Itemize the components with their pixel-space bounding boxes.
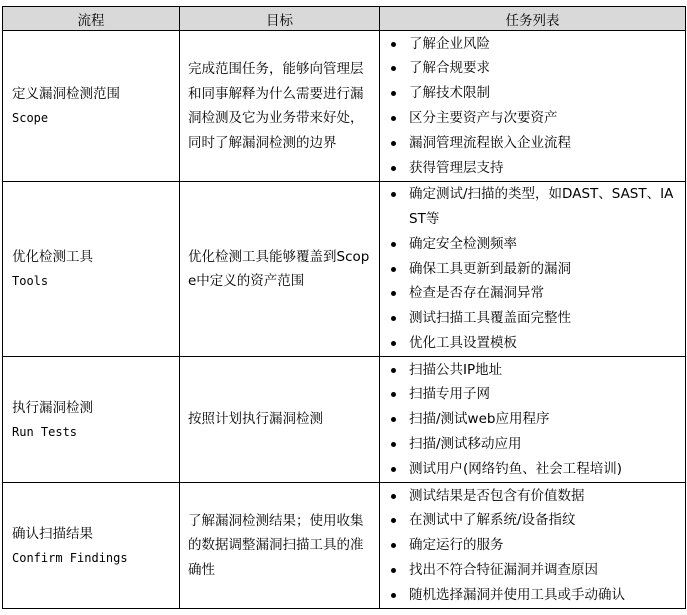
tasks-cell xyxy=(380,357,686,483)
table-row-tools xyxy=(3,182,686,357)
task-item: 区分主要资产与次要资产 xyxy=(390,106,677,131)
task-item: 扫描专用子网 xyxy=(390,382,677,407)
task-item: 了解技术限制 xyxy=(390,81,677,106)
goal-cell: 优化检测工具能够覆盖到Scope中定义的资产范围 xyxy=(180,182,380,357)
task-item: 扫描/测试移动应用 xyxy=(390,432,677,457)
task-item: 确定安全检测频率 xyxy=(390,232,677,257)
tasks-cell xyxy=(380,483,686,609)
table-row-confirm-findings xyxy=(3,483,686,609)
header-goal: 目标 xyxy=(180,7,380,31)
phase-cell xyxy=(3,357,180,483)
task-list xyxy=(390,32,677,181)
task-item: 扫描公共IP地址 xyxy=(390,358,677,383)
phase-name-en: Scope xyxy=(12,111,49,125)
task-list xyxy=(390,484,677,608)
task-item: 在测试中了解系统/设备指纹 xyxy=(390,508,677,533)
task-item: 确定测试/扫描的类型，如DAST、SAST、IAST等 xyxy=(390,182,677,232)
goal-cell: 按照计划执行漏洞检测 xyxy=(180,357,380,483)
task-item: 测试扫描工具覆盖面完整性 xyxy=(390,306,677,331)
table-row-scope xyxy=(3,31,686,182)
tasks-cell xyxy=(380,182,686,357)
task-item: 漏洞管理流程嵌入企业流程 xyxy=(390,131,677,156)
table-row-run-tests xyxy=(3,357,686,483)
task-item: 了解企业风险 xyxy=(390,32,677,57)
phase-name-en: Run Tests xyxy=(12,424,78,439)
phase-name-zh: 确认扫描结果 xyxy=(12,525,93,542)
task-list xyxy=(390,358,677,482)
task-list xyxy=(390,182,677,356)
phase-name-zh: 执行漏洞检测 xyxy=(12,399,93,416)
phase-cell xyxy=(3,483,180,609)
header-row xyxy=(3,7,686,31)
task-item: 扫描/测试web应用程序 xyxy=(390,407,677,432)
phase-name-en: Confirm Findings xyxy=(12,550,128,565)
task-item: 确保工具更新到最新的漏洞 xyxy=(390,257,677,282)
header-process: 流程 xyxy=(3,7,180,31)
task-item: 确定运行的服务 xyxy=(390,533,677,558)
tasks-cell xyxy=(380,31,686,182)
phase-name-zh: 优化检测工具 xyxy=(12,249,93,265)
header-tasks: 任务列表 xyxy=(380,7,686,31)
task-item: 找出不符合特征漏洞并调查原因 xyxy=(390,558,677,583)
vulnerability-process-table xyxy=(2,6,686,609)
phase-name-zh: 定义漏洞检测范围 xyxy=(12,86,120,102)
task-item: 测试用户(网络钓鱼、社会工程培训) xyxy=(390,457,677,482)
goal-cell: 完成范围任务，能够向管理层和同事解释为什么需要进行漏洞检测及它为业务带来好处，同时了解漏洞检测的边界 xyxy=(180,31,380,182)
task-item: 优化工具设置模板 xyxy=(390,331,677,356)
goal-cell: 了解漏洞检测结果；使用收集的数据调整漏洞扫描工具的准确性 xyxy=(180,483,380,609)
task-item: 检查是否存在漏洞异常 xyxy=(390,281,677,306)
task-item: 随机选择漏洞并使用工具或手动确认 xyxy=(390,583,677,608)
phase-name-en: Tools xyxy=(12,274,49,288)
phase-cell xyxy=(3,182,180,357)
phase-cell xyxy=(3,31,180,182)
task-item: 测试结果是否包含有价值数据 xyxy=(390,484,677,509)
task-item: 获得管理层支持 xyxy=(390,156,677,181)
task-item: 了解合规要求 xyxy=(390,56,677,81)
